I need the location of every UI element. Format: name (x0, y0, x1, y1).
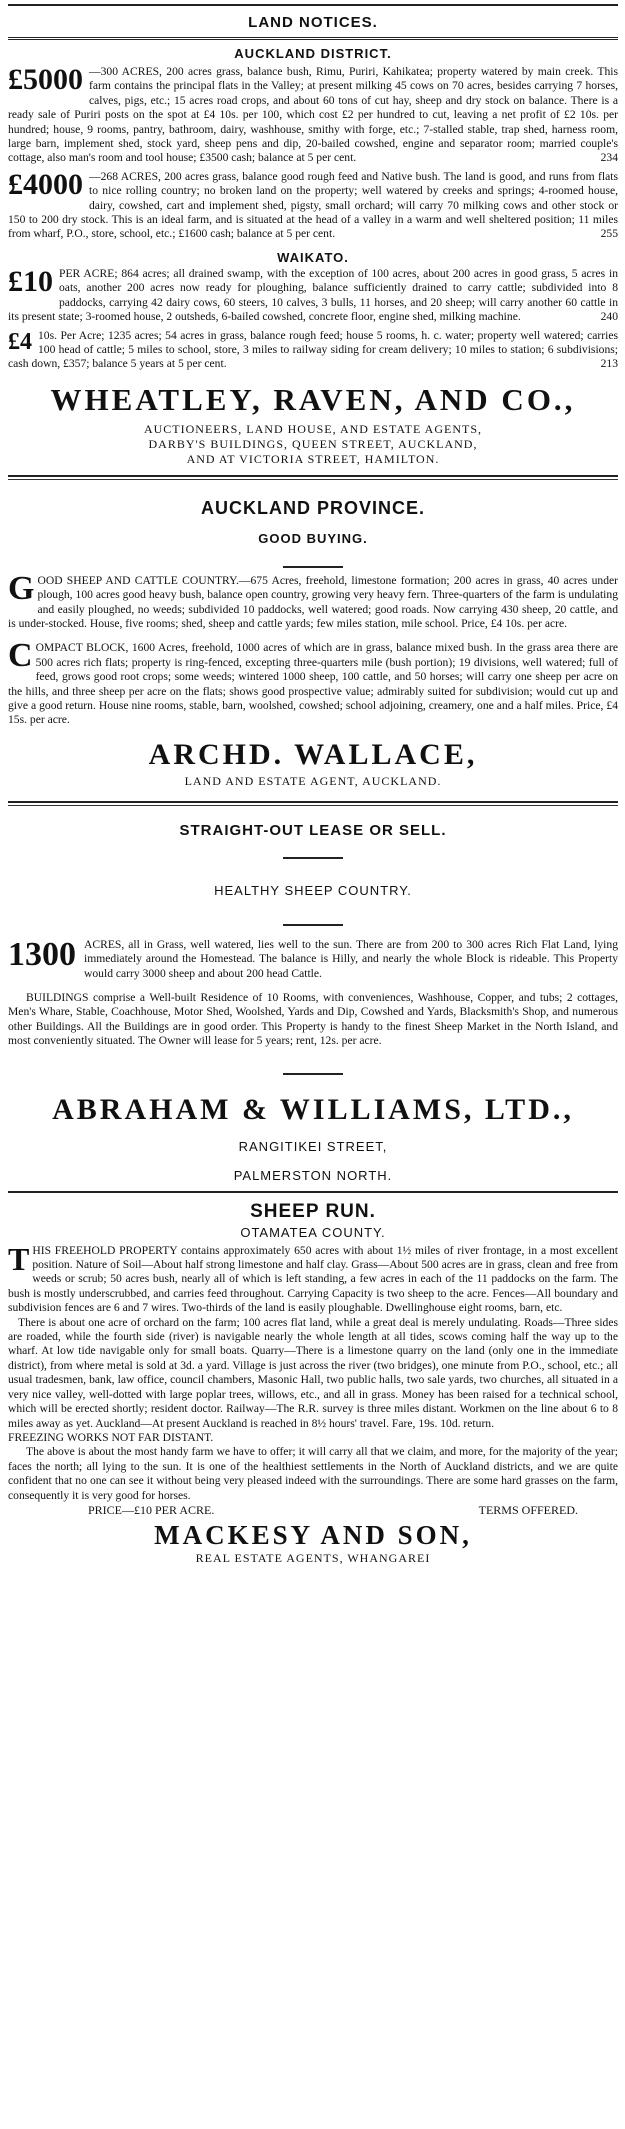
firm-name: ARCHD. WALLACE, (148, 737, 478, 771)
land-notices-title: LAND NOTICES. (248, 14, 378, 31)
listing-price: £5000 (8, 63, 83, 96)
waikato-heading: WAIKATO. (277, 249, 349, 265)
listing-price: £4 (8, 328, 32, 355)
listing (8, 264, 618, 325)
listing-text: PER ACRE; 864 acres; all drained swamp, with the exception of 100 acres, about 200 acres in good grass, 5 acres in oats, another 200 acres now ready for ploughing, balance sufficiently drained to carry cattle; subdivided into 8 paddocks, carrying 42 dairy cows, 60 steers, 10 calves, 3 bulls, 11 horses, and 20 sheep; will carry another 60 cattle in its present state; 3-roomed house, 2 outsheds, 6-bailed cowshed, concrete floor, engine shed, milking machine. (8, 266, 618, 324)
firm-address-line: LAND AND ESTATE AGENT, AUCKLAND. (184, 773, 442, 788)
listing (8, 569, 618, 632)
listing (8, 167, 618, 242)
lease-subtitle: HEALTHY SHEEP COUNTRY. (214, 882, 412, 898)
price-terms-row (8, 1503, 618, 1518)
drop-cap: T (8, 1240, 30, 1277)
firm-address-line: REAL ESTATE AGENTS, WHANGAREI (195, 1550, 431, 1565)
listing (8, 65, 618, 166)
firm-street: RANGITIKEI STREET, (238, 1138, 388, 1154)
firm-town: PALMERSTON NORTH. (233, 1167, 393, 1183)
firm-name: MACKESY AND SON, (154, 1519, 472, 1550)
listing-ref: 234 (600, 151, 618, 165)
price-line: PRICE—£10 PER ACRE. (88, 1502, 215, 1517)
listing (8, 1240, 618, 1316)
listing-text: ACRES, all in Grass, well watered, lies well to the sun. There are from 200 to 300 acres Rich Flat Land, lying immediately around the Homestead. The balance is Hilly, and nearly the whole Block is rideable. This Property would carry 3000 sheep and about 200 head Cattle. (84, 937, 618, 980)
listing (8, 637, 618, 727)
freezing-works-line: FREEZING WORKS NOT FAR DISTANT. (8, 1430, 214, 1444)
listing-text: OOD SHEEP AND CATTLE COUNTRY.—675 Acres, freehold, limestone formation; 200 acres in grass, 40 acres under plough, 100 acres good heavy bush, balance open country, growing very heavy fern. Three-quarters of the farm is undulating and easily ploughed, no weeds; subdivided 10 paddocks, well watered; good roads. Now carrying 430 sheep, 20 cattle, and is under-stocked. House, five rooms; shed, sheep and cattle yards; few miles station, mile school. Price, £4 10s. per acre. (8, 573, 618, 630)
firm-address-line: AUCTIONEERS, LAND HOUSE, AND ESTATE AGENTS, (143, 421, 483, 436)
firm-address-line: DARBY'S BUILDINGS, QUEEN STREET, AUCKLAND, (148, 436, 478, 451)
newspaper-page (8, 4, 618, 1566)
terms-line: TERMS OFFERED. (478, 1502, 578, 1517)
listing-ref: 255 (600, 227, 618, 241)
listing-ref: 240 (600, 310, 618, 324)
firm-address-line: AND AT VICTORIA STREET, HAMILTON. (186, 451, 440, 466)
listing-price: £4000 (8, 167, 83, 201)
county-subtitle: OTAMATEA COUNTY. (240, 1224, 386, 1240)
listing-text: 10s. Per Acre; 1235 acres; 54 acres in grass, balance rough feed; house 5 rooms, h. c. water; property well watered; carries 100 head of cattle; 5 miles to school, store, 3 miles to railway siding for cream delivery; 10 miles to station; 6 subdivisions; cash down, £357; balance 5 years at 5 per cent. (8, 328, 618, 371)
good-buying-subtitle: GOOD BUYING. (258, 530, 368, 546)
listing-text: HIS FREEHOLD PROPERTY contains approximately 650 acres with about 1½ miles of river frontage, in a most excellent position. Nature of Soil—About half strong limestone and half clay. Grass—About 500 acres are in grass, clean and free from weeds or scrub; 50 acres bush, nearly all of which is left standing, a few acres in each of the 11 paddocks on the farm. The bush is mostly underscrubbed, and carries feed throughout. Carrying Capacity is two sheep to the acre. Fences—All boundary and subdivision fences are 6 and 7 wires. Two-thirds of the land is easily ploughable. Dwellinghouse eight rooms, barn, etc. (8, 1243, 618, 1315)
auckland-province-title: AUCKLAND PROVINCE. (200, 497, 425, 518)
drop-cap: C (8, 637, 33, 675)
listing-ref: 213 (600, 357, 618, 371)
listing-paragraph: The above is about the most handy farm we have to offer; it will carry all that we claim, and more, for the majority of the year; faces the north; all lying to the sun. It is one of the healthiest settlements in the North of Auckland districts, and we are quite confident that no one can see it without being very pleased indeed with the surroundings. There are some hard grasses on the farm, consequently it is very good for horses. (8, 1445, 618, 1502)
sheep-run-title: SHEEP RUN. (250, 1200, 376, 1222)
firm-name: ABRAHAM & WILLIAMS, LTD., (52, 1092, 574, 1126)
listing (8, 935, 618, 981)
firm-name: WHEATLEY, RAVEN, AND CO., (50, 381, 576, 417)
listing-paragraph: There is about one acre of orchard on the farm; 100 acres flat land, while a great deal is merely undulating. Roads—Three sides are roaded, while the fourth side (river) is navigable nearly the whole length at all tides, scows coming half the way up to the wharf. At low tide navigable only for small boats. Quarry—There is a limestone quarry on the land (only one in the immediate district), from where metal is sold at 3d. a yard. Village is just across the river (two bridges), one minute from P.O., school, etc.; all usual tradesmen, bank, law office, council chambers, Masonic Hall, two public halls, two sale yards, two churches, all situated in a very nice valley, well-dotted with large poplar trees, willows, etc., and all in grass. Money has been raised for a technical school, which will be erected shortly; resident doctor. Railway—The R.R. survey is three miles distant. Workmen on the line about 6 to 8 miles away as yet. Auckland—At present Auckland is reached in 8½ hours' travel. Fare, 19s. 10d. return. (8, 1315, 618, 1430)
listing-text: —300 ACRES, 200 acres grass, balance bush, Rimu, Puriri, Kahikatea; property watered by main creek. This farm contains the principal flats in the Valley; at present milking 45 cows on 70 acres, besides carrying 7 horses, calves, pigs, etc.; 15 acres road crops, and about 60 tons of cut hay, sheep and dry stock on balance. There is a ready sale of Puriri posts on the spot at £4 10s. per 100, which cost £2 per hundred to cut, leaving a net profit of £2 10s. per hundred; house, 9 rooms, pantry, bathroom, dairy, washhouse, smithy with forge, etc.; 7-stalled stable, trap shed, harness room, large barn, implement shed, stock yard, sheep pens and dip, 20-bailed cowshed, engine and separator room; married couple's cottage, also man's room and tool house; £3500 cash; balance at 5 per cent. (8, 65, 618, 165)
listing-text: —268 ACRES, 200 acres grass, balance good rough feed and Native bush. The land is good, and runs from flats to nice rolling country; no broken land on the property; well watered by creeks and springs; 4-roomed house, dairy, cowshed, cart and implement shed, pigsty, small orchard; will carry 70 milking cows and other stock or 150 to 200 dry stock. This is an ideal farm, and is situated at the head of a valley in a warm and well sheltered position; 11 miles from wharf, P.O., store, school, etc.; £1600 cash; balance at 5 per cent. (8, 169, 618, 241)
acreage-figure: 1300 (8, 935, 76, 973)
auckland-district-heading: AUCKLAND DISTRICT. (234, 46, 392, 61)
lease-title: STRAIGHT-OUT LEASE OR SELL. (179, 821, 447, 839)
listing (8, 329, 618, 372)
drop-cap: G (8, 569, 35, 607)
listing-paragraph: BUILDINGS comprise a Well-built Residence of 10 Rooms, with conveniences, Washhouse, Copper, and tubs; 2 cottages, Men's Whare, Stable, Coachhouse, Motor Shed, Woolshed, Yards and Dip, Cowshed and Yards, Blacksmith's Shop, and numerous other Buildings. All the Buildings are in good order. This Property is handy to the finest Sheep Market in the North Island, and most conveniently situated. The Owner will lease for 5 years; rent, 12s. per acre. (8, 991, 618, 1048)
listing-text: OMPACT BLOCK, 1600 Acres, freehold, 1000 acres of which are in grass, balance mixed bush. In the grass area there are 500 acres rich flats; property is ring-fenced, excepting three-quarters mile (bush portion); 19 divisions, well watered; full of feed, grows good root crops; some weeds; wintered 1000 sheep, 100 cattle, and 50 horses; will carry one sheep per acre on the hills, and three sheep per acre on the flats; shows good prospective value; admirably suited for subdivision; would cut up and give a good return. House nine rooms, stable, barn, woolshed, cowshed; school adjoining, creamery, one and a half miles. Price, £4 15s. per acre. (8, 641, 618, 727)
listing-price: £10 (8, 264, 53, 298)
